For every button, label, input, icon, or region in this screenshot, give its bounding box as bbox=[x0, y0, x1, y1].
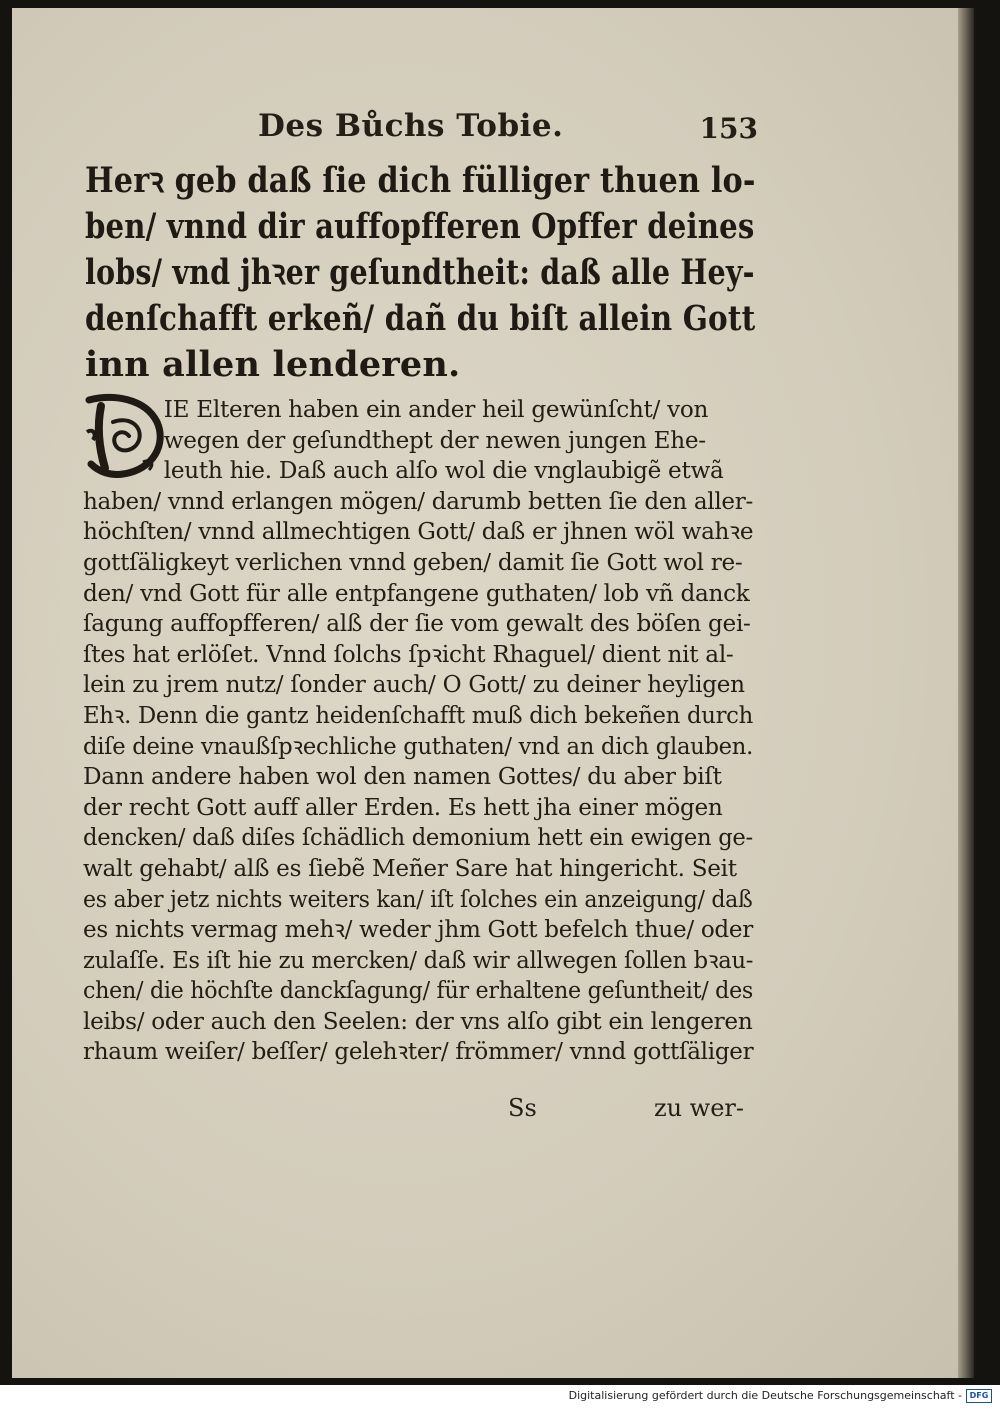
commentary-line: lein zu jrem nutz/ ſonder auch/ O Gott/ zu deiner heyligen bbox=[83, 670, 745, 699]
commentary-line: wegen der geſundthept der newen jungen Ehe- bbox=[163, 425, 706, 454]
folio-number: 153 bbox=[699, 112, 758, 145]
commentary-line: es aber jetz nichts weiters kan/ iſt ſolches ein anzeigung/ daß bbox=[83, 884, 753, 913]
commentary-line: ſtes hat erlöſet. Vnnd ſolchs ſpꝛicht Rhaguel/ dient nit al- bbox=[83, 639, 734, 668]
commentary-line: der recht Gott auff aller Erden. Es hett jha einer mögen bbox=[83, 792, 723, 821]
commentary-line: Ehꝛ. Denn die gantz heidenſchafft muß dich bekeñen durch bbox=[83, 700, 753, 729]
commentary-line: gottſäligkeyt verlichen vnnd geben/ damit ſie Gott wol re- bbox=[83, 547, 743, 576]
running-title: Des Bůchs Tobie. bbox=[258, 108, 564, 144]
commentary-line: dencken/ daß diſes ſchädlich demonium hett ein ewigen ge- bbox=[83, 823, 753, 852]
catchword: zu wer- bbox=[653, 1094, 744, 1122]
digitization-footer bbox=[0, 1385, 1000, 1410]
commentary-line: leuth hie. Daß auch alſo wol die vnglaubigẽ etwã bbox=[163, 456, 724, 485]
commentary-line: diſe deine vnaußſpꝛechliche guthaten/ vnd an dich glauben. bbox=[83, 731, 754, 760]
page-edge-shadow bbox=[958, 8, 974, 1378]
verse-text bbox=[85, 158, 755, 388]
commentary-line: es nichts vermag mehꝛ/ weder jhm Gott befelch thue/ oder bbox=[83, 915, 753, 944]
verse-line: Herꝛ geb daß ſie dich fülliger thuen lo- bbox=[85, 160, 756, 201]
page-header bbox=[258, 108, 758, 152]
funding-credit: Digitalisierung gefördert durch die Deutsche Forschungsgemeinschaft - bbox=[568, 1389, 962, 1402]
commentary-line: ſagung auffopfferen/ alß der ſie vom gewalt des böſen gei- bbox=[83, 609, 751, 638]
commentary-line: haben/ vnnd erlangen mögen/ darumb betten ſie den aller- bbox=[83, 486, 754, 515]
commentary-line: Dann andere haben wol den namen Gottes/ du aber biſt bbox=[83, 762, 722, 791]
commentary-line: den/ vnd Gott für alle entpfangene guthaten/ lob vñ danck bbox=[83, 578, 750, 607]
commentary-line: zulaſſe. Es iſt hie zu mercken/ daß wir allwegen ſollen bꝛau- bbox=[83, 945, 754, 974]
verse-line: lobs/ vnd jhꝛer geſundtheit: daß alle Hey- bbox=[85, 252, 755, 293]
signature-mark: Ss bbox=[508, 1094, 537, 1122]
commentary-line: leibs/ oder auch den Seelen: der vns alſo gibt ein lengeren bbox=[83, 1006, 753, 1035]
dfg-logo: DFG bbox=[966, 1389, 992, 1403]
commentary-text bbox=[83, 394, 763, 1067]
verse-line: inn allen lenderen. bbox=[85, 344, 461, 385]
commentary-line: rhaum weiſer/ beſſer/ gelehꝛter/ frömmer/ vnnd gottſäliger bbox=[83, 1037, 754, 1066]
commentary-line: IE Elteren haben ein ander heil gewünſcht/ von bbox=[163, 395, 709, 423]
commentary-line: chen/ die höchſte danckſagung/ für erhaltene geſuntheit/ des bbox=[83, 976, 754, 1005]
page-footer-marks bbox=[508, 1094, 748, 1130]
commentary-line: höchſten/ vnnd allmechtigen Gott/ daß er jhnen wöl wahꝛe bbox=[83, 517, 754, 546]
verse-line: denſchafft erkeñ/ dañ du biſt allein Gott bbox=[85, 298, 756, 339]
commentary-line: walt gehabt/ alß es ſiebẽ Meñer Sare hat hingericht. Seit bbox=[83, 853, 737, 882]
verse-line: ben/ vnnd dir auffopfferen Opffer deines bbox=[85, 206, 755, 247]
